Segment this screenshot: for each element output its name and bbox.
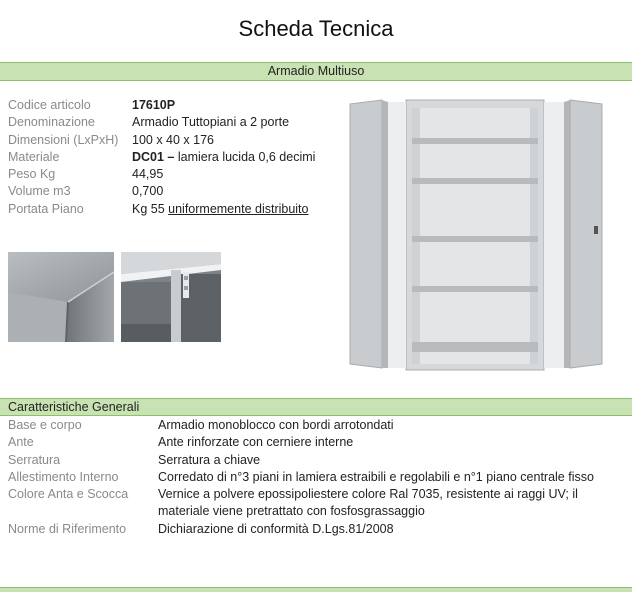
feature-value: Serratura a chiave xyxy=(158,452,261,467)
feature-value: Armadio monoblocco con bordi arrotondati xyxy=(158,418,394,432)
spec-label: Codice articolo xyxy=(8,98,91,112)
feature-row-color xyxy=(8,486,620,521)
spec-label: Peso Kg xyxy=(8,167,56,182)
cabinet-product-image xyxy=(346,98,606,378)
spec-value: 0,700 xyxy=(132,184,164,199)
feature-row-standards xyxy=(8,521,620,538)
page-title: Scheda Tecnica xyxy=(238,16,394,41)
feature-value: Dichiarazione di conformità D.Lgs.81/2008 xyxy=(158,521,394,536)
spec-value xyxy=(132,201,309,218)
footer-band xyxy=(0,587,632,592)
feature-label: Ante xyxy=(8,435,34,450)
spec-value: Armadio Tuttopiani a 2 porte xyxy=(132,115,290,130)
spec-label: Volume m3 xyxy=(8,184,71,199)
spec-row-dimensions xyxy=(8,132,315,149)
feature-label: Norme di Riferimento xyxy=(8,521,127,536)
spec-row-capacity xyxy=(8,201,315,218)
spec-value: 44,95 xyxy=(132,167,164,182)
feature-value: Vernice a polvere epossipoliestere colore Ral 7035, resistente ai raggi UV; il materiale viene pretrattato con fosfosgrassaggio xyxy=(158,487,578,519)
feature-value: Ante rinforzate con cerniere interne xyxy=(158,435,354,450)
spec-value: 100 x 40 x 176 xyxy=(132,132,215,147)
feature-label: Serratura xyxy=(8,452,61,467)
feature-label: Base e corpo xyxy=(8,418,82,432)
spec-row-material xyxy=(8,149,315,166)
feature-row-body xyxy=(8,417,620,434)
edge-detail-photo xyxy=(8,252,114,342)
feature-label: Colore Anta e Scocca xyxy=(8,487,129,502)
spec-value xyxy=(132,149,315,166)
feature-row-interior xyxy=(8,469,620,486)
spec-row-name xyxy=(8,114,315,131)
spec-value-bold: DC01 – xyxy=(132,149,175,164)
spec-label: Dimensioni (LxPxH) xyxy=(8,132,119,147)
spec-label: Portata Piano xyxy=(8,201,84,216)
feature-label: Allestimento Interno xyxy=(8,469,119,484)
spec-table xyxy=(8,97,315,218)
feature-row-lock xyxy=(8,452,620,469)
spec-row-volume xyxy=(8,183,315,200)
spec-label: Materiale xyxy=(8,149,60,164)
spec-row-weight xyxy=(8,166,315,183)
spec-value-underline: uniformemente distribuito xyxy=(168,201,309,216)
spec-row-code xyxy=(8,97,315,114)
spec-value: 17610P xyxy=(132,98,176,112)
spec-label: Denominazione xyxy=(8,115,95,130)
spec-value-rest: Kg 55 xyxy=(132,201,169,216)
general-features-table xyxy=(8,417,620,538)
product-name: Armadio Multiuso xyxy=(267,64,365,78)
feature-value: Corredato di n°3 piani in lamiera estraibili e regolabili e n°1 piano centrale fisso xyxy=(158,469,594,484)
hinge-detail-photo xyxy=(121,252,221,342)
product-name-band xyxy=(0,62,632,81)
general-features-band xyxy=(0,398,632,416)
feature-row-doors xyxy=(8,434,620,451)
general-features-heading: Caratteristiche Generali xyxy=(8,400,140,414)
spec-value-rest: lamiera lucida 0,6 decimi xyxy=(174,149,316,164)
